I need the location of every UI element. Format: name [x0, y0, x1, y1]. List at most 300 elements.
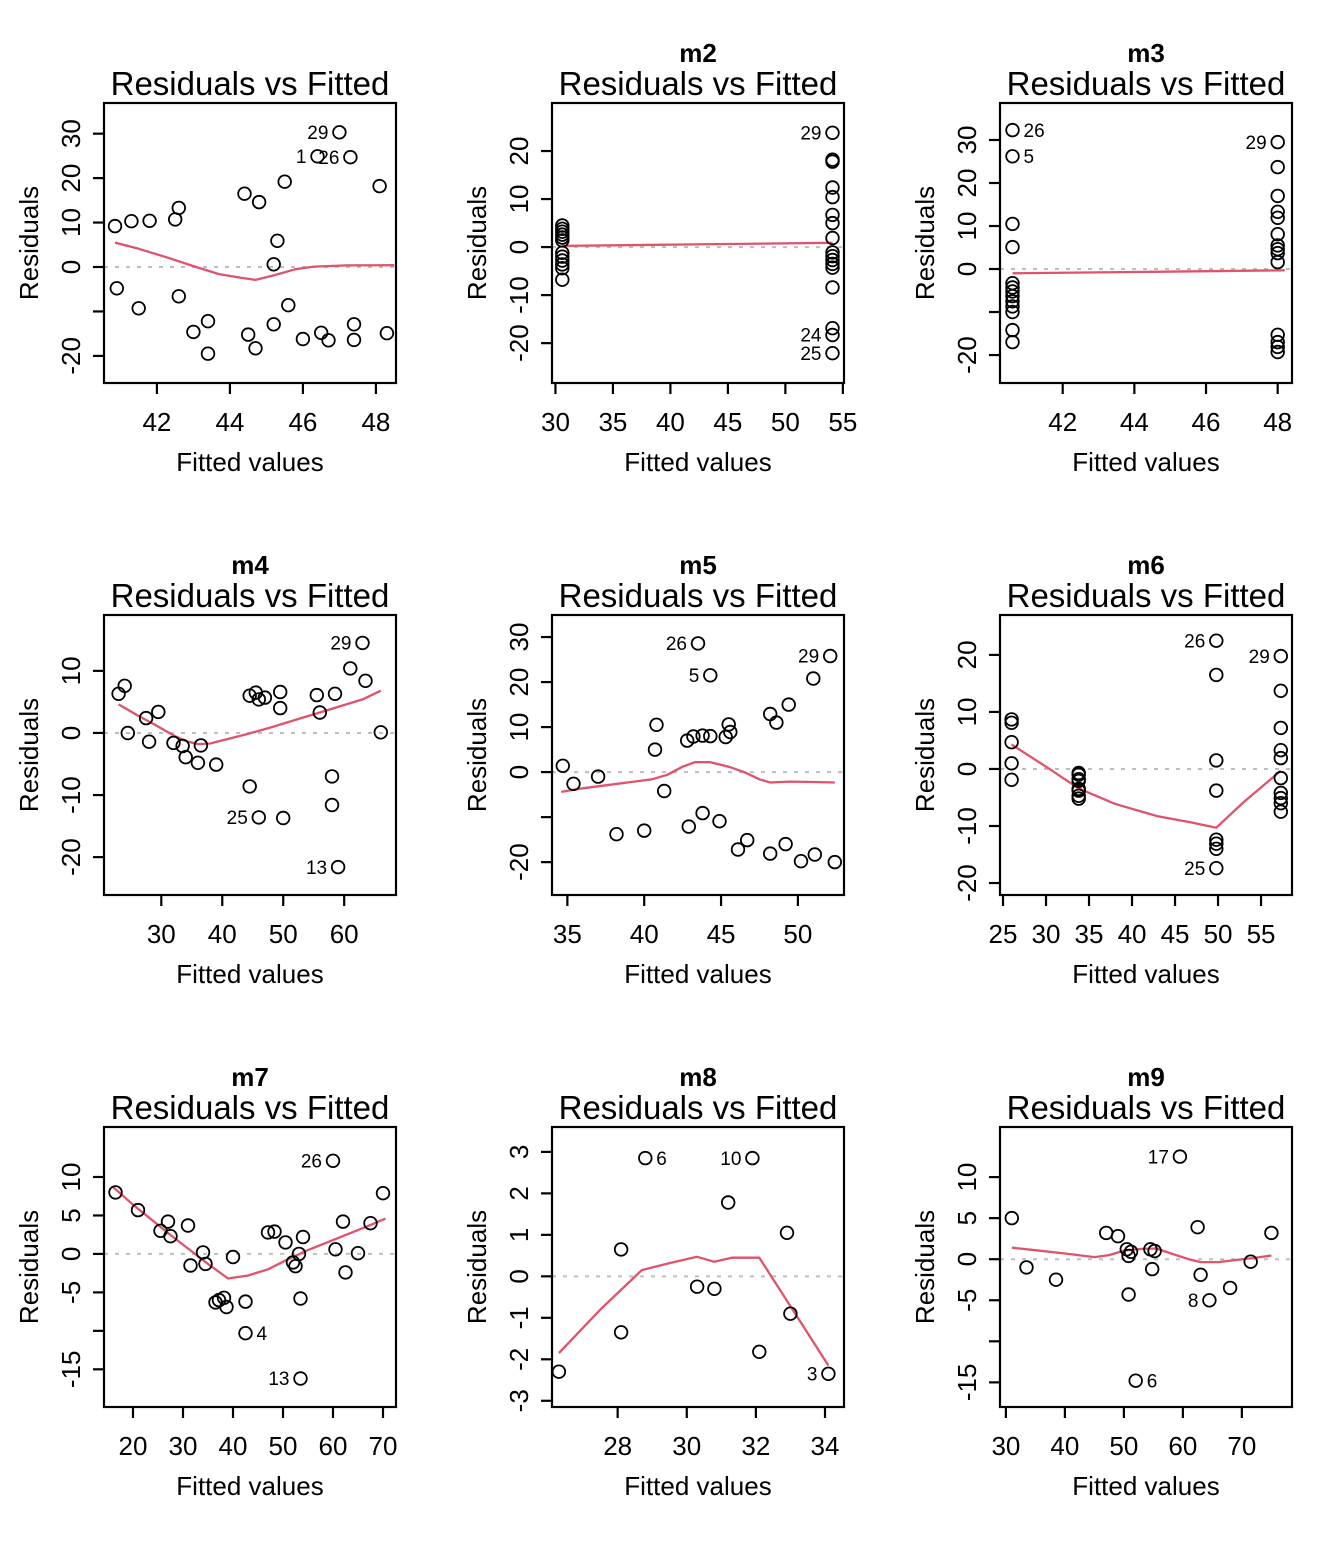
data-point-13: [332, 861, 345, 874]
plot-title: Residuals vs Fitted: [558, 577, 838, 614]
svg-text:-2: -2: [504, 1347, 534, 1371]
data-point: [239, 1295, 252, 1308]
model-title: m2: [679, 38, 717, 68]
labeled-points: [1006, 121, 1284, 168]
data-point: [195, 739, 208, 752]
svg-text:44: 44: [1119, 407, 1149, 437]
data-point: [227, 1251, 240, 1264]
svg-text:5: 5: [56, 1208, 86, 1223]
point-label-10: 10: [720, 1148, 742, 1170]
data-point: [339, 1266, 352, 1279]
svg-text:0: 0: [504, 1269, 534, 1284]
data-point: [132, 302, 145, 315]
svg-text:-20: -20: [56, 337, 86, 375]
data-point: [1271, 329, 1284, 342]
data-point: [713, 815, 726, 828]
svg-text:20: 20: [56, 163, 86, 193]
data-point: [683, 820, 696, 833]
model-title: m7: [231, 1062, 269, 1092]
svg-text:0: 0: [952, 761, 982, 777]
svg-text:10: 10: [56, 208, 86, 238]
svg-text:-1: -1: [504, 1306, 534, 1330]
data-point: [210, 758, 223, 771]
svg-text:30: 30: [168, 1431, 198, 1461]
point-label-26: 26: [1023, 120, 1045, 142]
data-point-26: [344, 151, 357, 164]
svg-text:35: 35: [1074, 919, 1104, 949]
data-point: [1125, 1246, 1138, 1259]
svg-text:20: 20: [504, 667, 534, 697]
point-label-29: 29: [800, 123, 822, 145]
data-point: [1006, 1212, 1019, 1225]
data-point: [1275, 752, 1288, 765]
svg-text:50: 50: [268, 1431, 298, 1461]
svg-text:30: 30: [952, 125, 982, 155]
svg-text:10: 10: [56, 656, 86, 686]
model-title: m3: [1127, 38, 1165, 68]
data-point: [242, 328, 255, 341]
svg-text:60: 60: [1168, 1431, 1198, 1461]
data-point: [373, 180, 386, 193]
labeled-points: [296, 123, 357, 169]
panel-m2-svg: [448, 0, 896, 512]
data-point: [753, 1346, 766, 1359]
panel-m4: [0, 512, 448, 1024]
svg-text:30: 30: [146, 919, 176, 949]
data-point-25: [252, 811, 265, 824]
data-points: [1006, 1212, 1278, 1301]
smooth-line: [115, 243, 394, 280]
svg-text:32: 32: [741, 1431, 771, 1461]
data-point-5: [1006, 150, 1019, 163]
x-axis: [989, 895, 1276, 949]
data-point: [638, 824, 651, 837]
data-point: [282, 299, 295, 312]
data-point: [294, 1292, 307, 1305]
data-point: [326, 799, 339, 812]
panel-m3: [896, 0, 1344, 512]
svg-text:-15: -15: [56, 1350, 86, 1389]
point-label-29: 29: [798, 646, 820, 668]
data-point: [1005, 757, 1018, 770]
x-axis-label: Fitted values: [1072, 1471, 1220, 1501]
point-label-29: 29: [1245, 132, 1267, 154]
x-axis: [553, 895, 812, 949]
data-point: [1122, 1288, 1135, 1301]
data-point-29: [1275, 650, 1288, 663]
labeled-points: [639, 1149, 835, 1386]
plot-title: Residuals vs Fitted: [110, 1089, 390, 1126]
data-point: [1271, 256, 1284, 269]
data-point: [152, 706, 165, 719]
point-label-5: 5: [688, 665, 700, 687]
data-point: [809, 848, 822, 861]
y-axis-label: Residuals: [462, 697, 492, 813]
data-point: [267, 258, 280, 271]
data-point: [704, 730, 717, 743]
data-point: [1210, 784, 1223, 797]
panel-m8: [448, 1024, 896, 1536]
point-label-25: 25: [226, 808, 248, 830]
plot-title: Residuals vs Fitted: [1006, 577, 1286, 614]
svg-text:40: 40: [1117, 919, 1147, 949]
data-point: [781, 1227, 794, 1240]
data-point: [691, 1280, 704, 1293]
data-points: [112, 662, 387, 824]
data-point: [289, 1260, 302, 1273]
data-point: [173, 290, 186, 303]
point-label-3: 3: [806, 1364, 818, 1386]
data-point: [271, 235, 284, 248]
data-points: [1006, 161, 1284, 359]
svg-text:5: 5: [952, 1210, 982, 1226]
point-label-25: 25: [800, 343, 822, 365]
y-axis-label: Residuals: [14, 185, 44, 301]
panel-m3-svg: [896, 0, 1344, 512]
smooth-line: [1012, 1248, 1272, 1262]
svg-text:-20: -20: [952, 864, 982, 902]
data-point: [202, 347, 215, 360]
data-point-10: [746, 1152, 759, 1165]
x-axis: [147, 895, 359, 949]
plot-title: Residuals vs Fitted: [1006, 1089, 1286, 1126]
panel-m6: [896, 512, 1344, 1024]
point-label-29: 29: [307, 122, 329, 144]
panel-m8-svg: [448, 1024, 896, 1536]
data-point: [826, 232, 839, 245]
panel-m9-svg: [896, 1024, 1344, 1536]
svg-text:40: 40: [218, 1431, 248, 1461]
data-point: [1100, 1227, 1113, 1240]
y-axis-label: Residuals: [910, 697, 940, 813]
data-point-29: [333, 126, 346, 139]
svg-text:20: 20: [952, 168, 982, 198]
svg-text:10: 10: [952, 697, 982, 727]
svg-text:40: 40: [655, 407, 685, 437]
labeled-points: [1184, 631, 1287, 880]
plot-box: [104, 615, 396, 895]
data-point: [708, 1283, 721, 1296]
svg-text:-20: -20: [504, 324, 534, 362]
data-point: [795, 855, 808, 868]
point-label-26: 26: [300, 1151, 322, 1173]
data-point: [326, 770, 339, 783]
data-point: [274, 686, 287, 699]
labeled-points: [227, 634, 369, 879]
data-point: [764, 708, 777, 721]
plot-title: Residuals vs Fitted: [110, 577, 390, 614]
data-point: [826, 191, 839, 204]
smooth-line: [562, 243, 832, 246]
data-point: [826, 281, 839, 294]
data-point: [348, 334, 361, 347]
panel-1: [0, 0, 448, 512]
point-label-29: 29: [1248, 646, 1270, 668]
svg-text:46: 46: [288, 407, 318, 437]
svg-text:48: 48: [1263, 407, 1293, 437]
svg-text:48: 48: [361, 407, 391, 437]
svg-text:0: 0: [56, 725, 86, 741]
data-point: [807, 672, 820, 685]
svg-text:60: 60: [318, 1431, 348, 1461]
svg-text:-5: -5: [952, 1288, 982, 1312]
data-point: [649, 743, 662, 756]
panel-m2: [448, 0, 896, 512]
svg-text:-20: -20: [952, 336, 982, 374]
data-point: [182, 1219, 195, 1232]
svg-text:28: 28: [603, 1431, 633, 1461]
data-point: [722, 1196, 735, 1209]
y-axis: [504, 1145, 552, 1413]
data-point-26: [1006, 124, 1019, 137]
data-point: [615, 1243, 628, 1256]
data-point: [1271, 161, 1284, 174]
x-axis: [541, 383, 857, 437]
y-axis-label: Residuals: [462, 1209, 492, 1325]
data-point: [348, 318, 361, 331]
point-label-6: 6: [656, 1148, 667, 1170]
svg-text:-15: -15: [952, 1363, 982, 1402]
svg-text:20: 20: [952, 640, 982, 670]
y-axis: [504, 137, 552, 362]
data-point: [1275, 685, 1288, 698]
svg-text:42: 42: [142, 407, 172, 437]
svg-text:50: 50: [268, 919, 298, 949]
point-label-4: 4: [256, 1323, 268, 1345]
smooth-line: [559, 1257, 829, 1366]
data-point: [125, 215, 138, 228]
data-point: [253, 196, 266, 209]
data-point-6: [1129, 1374, 1142, 1387]
data-point: [1210, 754, 1223, 767]
data-point: [377, 1187, 390, 1200]
y-axis: [56, 119, 104, 374]
data-point: [359, 675, 372, 688]
svg-text:42: 42: [1048, 407, 1078, 437]
panel-m7-svg: [0, 1024, 448, 1536]
y-axis: [56, 656, 104, 876]
data-point: [741, 834, 754, 847]
y-axis: [952, 1163, 1000, 1402]
point-label-17: 17: [1147, 1147, 1169, 1169]
y-axis: [952, 640, 1000, 901]
x-axis-label: Fitted values: [624, 959, 772, 989]
svg-text:34: 34: [810, 1431, 840, 1461]
y-axis-label: Residuals: [14, 1209, 44, 1325]
data-point: [278, 175, 291, 188]
data-point-26: [1210, 634, 1223, 647]
point-label-13: 13: [268, 1369, 290, 1391]
plot-title: Residuals vs Fitted: [1006, 65, 1286, 102]
x-axis-label: Fitted values: [176, 447, 324, 477]
plot-box: [552, 1127, 844, 1407]
svg-text:40: 40: [1050, 1431, 1080, 1461]
data-point: [173, 202, 186, 215]
svg-text:10: 10: [504, 712, 534, 742]
data-point-25: [826, 347, 839, 360]
plot-title: Residuals vs Fitted: [558, 1089, 838, 1126]
svg-text:0: 0: [952, 1251, 982, 1267]
x-axis-label: Fitted values: [176, 1471, 324, 1501]
svg-text:-20: -20: [56, 838, 86, 876]
data-point: [274, 702, 287, 715]
data-point: [143, 735, 156, 748]
svg-text:50: 50: [770, 407, 800, 437]
data-point: [1194, 1269, 1207, 1282]
labeled-points: [666, 634, 837, 687]
data-point: [297, 1231, 310, 1244]
data-point: [184, 1259, 197, 1272]
data-points: [553, 1196, 797, 1378]
svg-text:35: 35: [552, 919, 582, 949]
panel-m4-svg: [0, 512, 448, 1024]
point-label-8: 8: [1187, 1290, 1199, 1312]
data-point-26: [692, 637, 705, 650]
point-label-26: 26: [665, 634, 687, 656]
data-point: [311, 689, 324, 702]
data-point: [782, 698, 795, 711]
svg-text:45: 45: [1160, 919, 1190, 949]
data-point: [1275, 722, 1288, 735]
data-point-25: [1210, 862, 1223, 875]
svg-text:45: 45: [713, 407, 743, 437]
svg-text:44: 44: [215, 407, 245, 437]
data-point: [615, 1326, 628, 1339]
smooth-line: [561, 762, 835, 792]
svg-text:0: 0: [56, 1246, 86, 1262]
data-point-5: [704, 669, 717, 682]
data-point: [1005, 774, 1018, 787]
data-point: [344, 662, 357, 675]
svg-text:30: 30: [1031, 919, 1061, 949]
point-label-26: 26: [318, 147, 340, 169]
svg-text:46: 46: [1191, 407, 1221, 437]
model-title: m8: [679, 1062, 717, 1092]
svg-text:10: 10: [952, 1162, 982, 1192]
svg-text:-10: -10: [504, 276, 534, 314]
data-point: [553, 1365, 566, 1378]
data-point: [315, 327, 328, 340]
svg-text:10: 10: [504, 184, 534, 214]
svg-text:-3: -3: [504, 1389, 534, 1413]
point-label-5: 5: [1023, 146, 1035, 168]
data-point-13: [294, 1372, 307, 1385]
svg-text:60: 60: [329, 919, 359, 949]
svg-text:40: 40: [629, 919, 659, 949]
data-point: [322, 334, 335, 347]
panel-1-svg: [0, 0, 448, 512]
y-axis-label: Residuals: [910, 185, 940, 301]
x-axis-label: Fitted values: [624, 447, 772, 477]
data-point: [381, 327, 394, 340]
point-label-26: 26: [1184, 631, 1206, 653]
svg-text:10: 10: [56, 1162, 86, 1192]
svg-text:-10: -10: [56, 776, 86, 814]
data-point: [1275, 805, 1288, 818]
data-point: [329, 688, 342, 701]
data-point: [829, 856, 842, 869]
data-point-29: [826, 127, 839, 140]
svg-text:25: 25: [988, 919, 1018, 949]
svg-text:2: 2: [504, 1186, 534, 1201]
data-point-3: [822, 1368, 835, 1381]
point-label-1: 1: [295, 146, 307, 168]
data-point: [1006, 336, 1019, 349]
data-point: [143, 215, 156, 228]
svg-text:50: 50: [1109, 1431, 1139, 1461]
panel-m5: [448, 512, 896, 1024]
svg-text:-5: -5: [56, 1280, 86, 1304]
data-point: [610, 828, 623, 841]
x-axis: [119, 1407, 398, 1461]
data-point: [1072, 792, 1085, 805]
data-point: [1191, 1221, 1204, 1234]
data-point: [1265, 1227, 1278, 1240]
svg-text:0: 0: [504, 239, 534, 255]
data-point: [179, 751, 192, 764]
point-label-24: 24: [800, 325, 822, 347]
x-axis-label: Fitted values: [1072, 447, 1220, 477]
data-point: [279, 1236, 292, 1249]
data-point: [1210, 669, 1223, 682]
point-label-13: 13: [305, 857, 328, 879]
data-point: [650, 719, 663, 732]
svg-text:20: 20: [504, 136, 534, 166]
x-axis-label: Fitted values: [624, 1471, 772, 1501]
model-title: m9: [1127, 1062, 1165, 1092]
data-point-4: [239, 1327, 252, 1340]
data-point: [277, 812, 290, 825]
svg-text:40: 40: [207, 919, 237, 949]
data-point: [1006, 218, 1019, 231]
data-point-8: [1203, 1294, 1216, 1307]
x-axis: [1048, 383, 1292, 437]
svg-text:-20: -20: [504, 843, 534, 881]
model-title: m5: [679, 550, 717, 580]
data-point: [658, 785, 671, 798]
point-label-25: 25: [1184, 858, 1206, 880]
panel-m9: [896, 1024, 1344, 1536]
svg-text:20: 20: [118, 1431, 148, 1461]
y-axis-label: Residuals: [462, 185, 492, 301]
plot-box: [104, 1127, 396, 1407]
data-point-29: [1271, 136, 1284, 149]
svg-text:10: 10: [952, 211, 982, 241]
y-axis: [56, 1163, 104, 1389]
data-point: [109, 220, 122, 233]
svg-text:70: 70: [368, 1431, 398, 1461]
data-point: [779, 838, 792, 851]
data-point-29: [356, 637, 369, 650]
data-point-29: [824, 650, 837, 663]
data-point: [1006, 241, 1019, 254]
smooth-line: [1012, 745, 1281, 828]
svg-text:50: 50: [1203, 919, 1233, 949]
svg-text:0: 0: [56, 259, 86, 275]
data-point: [1006, 324, 1019, 337]
x-axis: [991, 1407, 1256, 1461]
data-points: [109, 1186, 389, 1313]
point-label-6: 6: [1146, 1371, 1158, 1393]
svg-text:55: 55: [1246, 919, 1276, 949]
data-point: [557, 760, 570, 773]
data-point: [202, 315, 215, 328]
data-point-17: [1174, 1150, 1187, 1163]
svg-text:1: 1: [504, 1227, 534, 1243]
data-point: [1224, 1282, 1237, 1295]
data-point: [111, 282, 124, 295]
svg-text:0: 0: [952, 261, 982, 277]
